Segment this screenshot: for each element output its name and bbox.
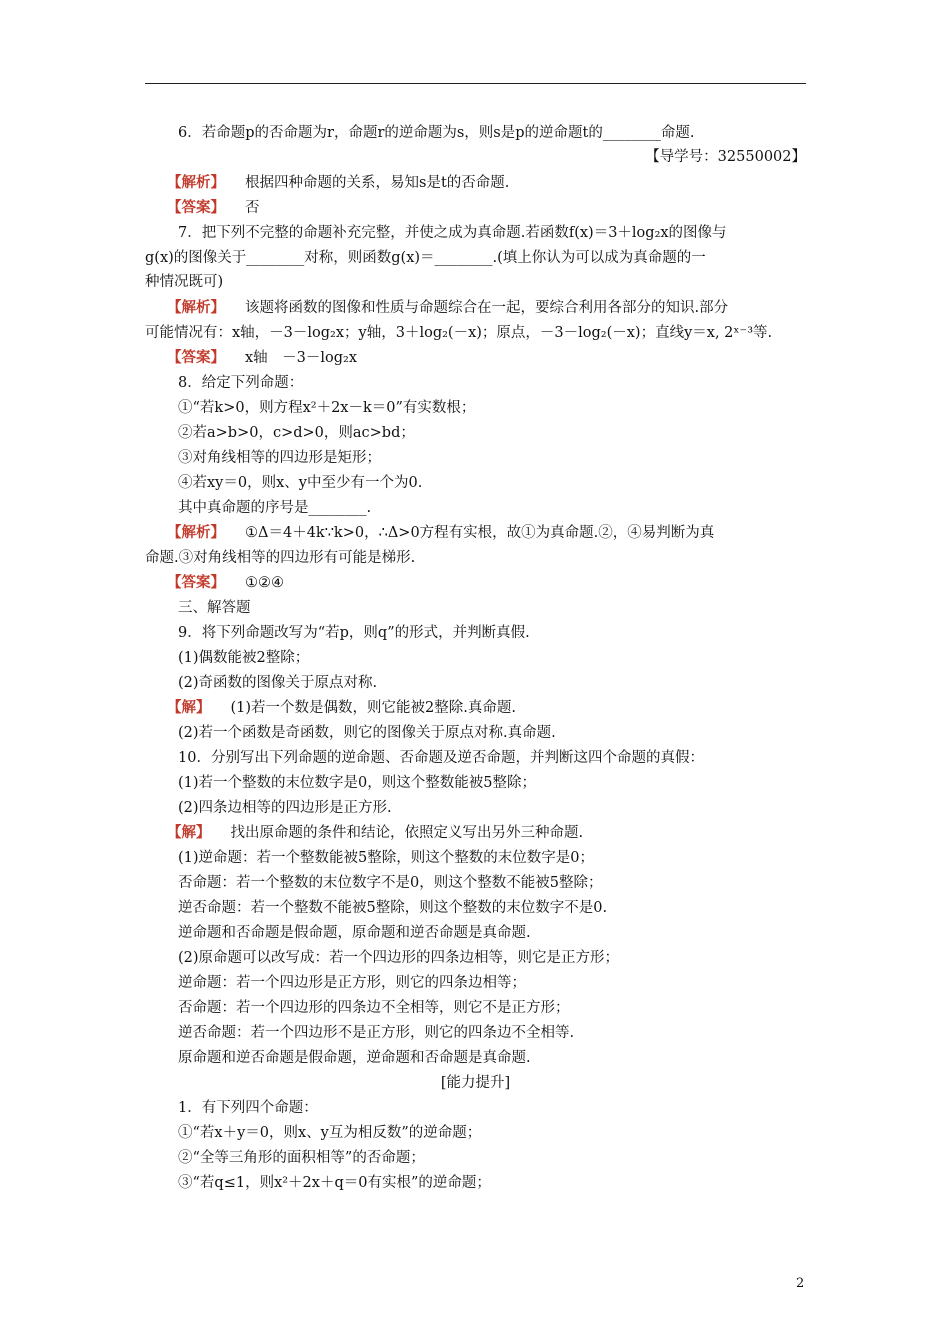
q10-sol-line: (1)逆命题：若一个整数能被5整除，则这个整数的末位数字是0； (178, 850, 594, 866)
page-number: 2 (796, 1276, 805, 1291)
header-rule (145, 83, 806, 84)
q8-answer-text: ①②④ (245, 575, 284, 591)
q6-answer-text: 否 (245, 200, 260, 216)
q10-sol-line: 原命题和逆否命题是假命题，逆命题和否命题是真命题. (178, 1050, 531, 1066)
analysis-tag: 【解析】 (167, 174, 225, 191)
q10-sol-line: 逆否命题：若一个四边形不是正方形，则它的四条边不全相等. (178, 1025, 575, 1041)
q9-solution-1 (145, 698, 828, 718)
guide-number: 【导学号：32550002】 (645, 149, 806, 165)
answer-tag: 【答案】 (167, 199, 225, 216)
q6-analysis-text: 根据四种命题的关系，易知s是t的否命题. (245, 175, 510, 191)
q6-analysis (145, 173, 828, 193)
q10-stem: 10．分别写出下列命题的逆命题、否命题及逆否命题，并判断这四个命题的真假： (178, 750, 704, 766)
p1-stem: 1．有下列四个命题： (178, 1100, 318, 1116)
q6-answer (145, 198, 828, 218)
q8-analysis-text: ①Δ＝4＋4k∵k>0，∴Δ>0方程有实根，故①为真命题.②，④易判断为真 (245, 525, 715, 541)
q10-item-2: (2)四条边相等的四边形是正方形. (178, 800, 392, 816)
q8-stem: 8．给定下列命题： (178, 375, 304, 391)
q7-answer-text: x轴 －3－log₂x (245, 350, 358, 366)
q8-answer (145, 573, 828, 593)
q9-solution-text: (1)若一个数是偶数，则它能被2整除.真命题. (230, 700, 516, 716)
q7-analysis-1 (145, 298, 828, 318)
q8-item-2: ②若a>b>0，c>d>0，则ac>bd； (178, 425, 415, 441)
q7-analysis-text: 该题将函数的图像和性质与命题综合在一起，要综合利用各部分的知识.部分 (245, 300, 729, 316)
q8-analysis-2: 命题.③对角线相等的四边形有可能是梯形. (145, 550, 416, 566)
q7-answer (145, 348, 828, 368)
analysis-tag: 【解析】 (167, 299, 225, 316)
q9-item-1: (1)偶数能被2整除； (178, 650, 310, 666)
q9-stem: 9．将下列命题改写为“若p，则q”的形式，并判断真假. (178, 625, 530, 641)
q9-item-2: (2)奇函数的图像关于原点对称. (178, 675, 378, 691)
q10-sol-line: (2)原命题可以改写成：若一个四边形的四条边相等，则它是正方形； (178, 950, 620, 966)
q8-item-3: ③对角线相等的四边形是矩形； (178, 450, 381, 466)
q10-solution-text: 找出原命题的条件和结论，依照定义写出另外三种命题. (230, 825, 584, 841)
q10-item-1: (1)若一个整数的末位数字是0，则这个整数能被5整除； (178, 775, 536, 791)
section-heading: 三、解答题 (178, 600, 251, 616)
q10-sol-line: 否命题：若一个四边形的四条边不全相等，则它不是正方形； (178, 1000, 570, 1016)
q10-sol-line: 否命题：若一个整数的末位数字不是0，则这个整数不能被5整除； (178, 875, 603, 891)
answer-tag: 【答案】 (167, 349, 225, 366)
q10-sol-line: 逆否命题：若一个整数不能被5整除，则这个整数的末位数字不是0. (178, 900, 608, 916)
analysis-tag: 【解析】 (167, 524, 225, 541)
q7-stem-3: 种情况既可) (145, 274, 224, 290)
p1-item-2: ②“全等三角形的面积相等”的否命题； (178, 1150, 425, 1166)
q6-stem: 6．若命题p的否命题为r，命题r的逆命题为s，则s是p的逆命题t的________命题. (178, 125, 695, 141)
solution-tag: 【解】 (167, 699, 211, 716)
q10-sol-line: 逆命题：若一个四边形是正方形，则它的四条边相等； (178, 975, 526, 991)
q7-analysis-2: 可能情况有：x轴，－3－log₂x；y轴，3＋log₂(－x)；原点，－3－log₂(－x)；直线y＝x, 2ˣ⁻³等. (145, 325, 773, 341)
ability-heading: [能力提升] (440, 1075, 511, 1091)
q10-sol-line: 逆命题和否命题是假命题，原命题和逆否命题是真命题. (178, 925, 531, 941)
q8-analysis-1 (145, 523, 828, 543)
p1-item-3: ③“若q≤1，则x²＋2x＋q＝0有实根”的逆命题； (178, 1175, 491, 1191)
q9-solution-2: (2)若一个函数是奇函数，则它的图像关于原点对称.真命题. (178, 725, 556, 741)
q8-item-1: ①“若k>0，则方程x²＋2x－k＝0”有实数根； (178, 400, 476, 416)
q10-solution-intro (145, 823, 828, 843)
q8-item-4: ④若xy＝0，则x、y中至少有一个为0. (178, 475, 423, 491)
q7-stem-2: g(x)的图像关于________对称，则函数g(x)＝________.(填上你认为可以成为真命题的一 (145, 250, 706, 266)
q7-stem-1: 7．把下列不完整的命题补充完整，并使之成为真命题.若函数f(x)＝3＋log₂x的图像与 (178, 225, 727, 241)
solution-tag: 【解】 (167, 824, 211, 841)
answer-tag: 【答案】 (167, 574, 225, 591)
q8-ask: 其中真命题的序号是________. (178, 500, 372, 516)
p1-item-1: ①“若x＋y＝0，则x、y互为相反数”的逆命题； (178, 1125, 482, 1141)
